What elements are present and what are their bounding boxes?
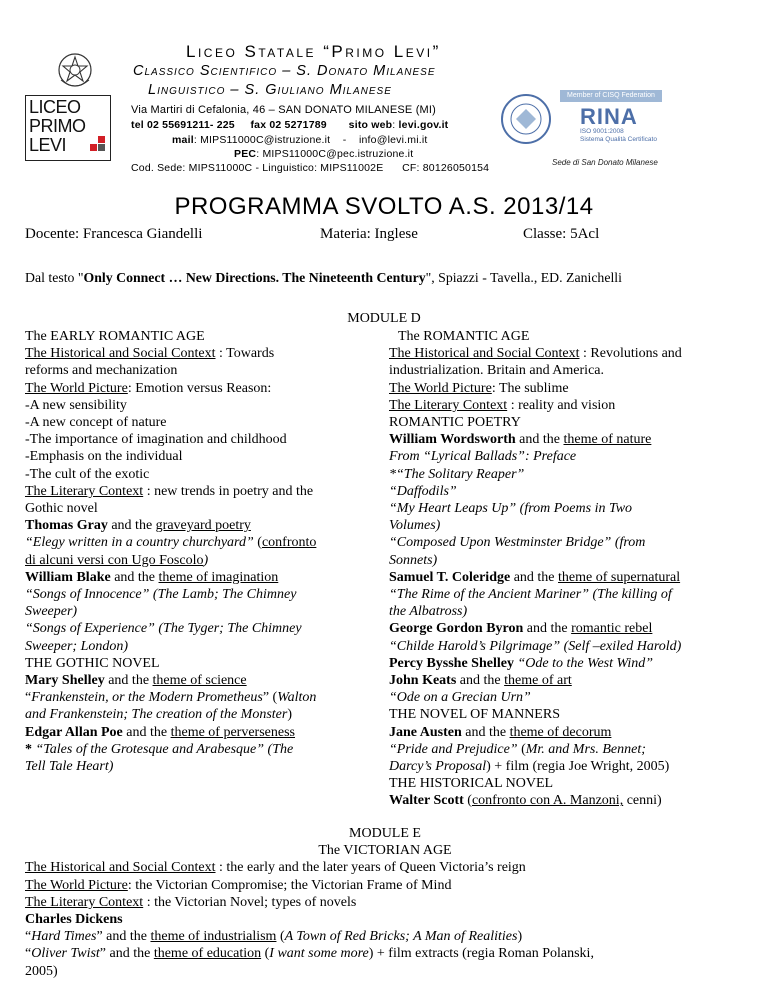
school-line-2: Linguistico – S. Giuliano Milanese — [148, 82, 392, 98]
list-item: “Daffodils” — [389, 483, 457, 499]
list-item: -The cult of the exotic — [25, 466, 150, 482]
module-e-heading: MODULE E — [349, 826, 421, 841]
list-item: “Oliver Twist” and the theme of education (I want some more) + film extracts (regia Roman Polanski, — [25, 946, 594, 962]
logo-line-1: LICEO — [29, 97, 81, 117]
textbook-title: Only Connect … New Directions. The Nineteenth Century — [83, 270, 426, 285]
list-item: The ROMANTIC AGE — [398, 329, 530, 344]
site-label: sito web — [348, 119, 393, 131]
list-item: -A new sensibility — [25, 397, 127, 413]
school-address: Via Martiri di Cefalonia, 46 – SAN DONATO MILANESE (MI) — [131, 104, 437, 116]
list-item: The Literary Context : the Victorian Novel; types of novels — [25, 894, 357, 910]
list-item: -Emphasis on the individual — [25, 449, 183, 465]
cert-iso-standard: ISO 9001:2008 — [580, 128, 624, 135]
list-item: -The importance of imagination and childhood — [25, 432, 287, 448]
list-item: The Historical and Social Context : Revolutions and — [389, 346, 682, 362]
list-item: -A new concept of nature — [25, 415, 167, 431]
mail-separator: - — [342, 134, 347, 146]
cert-rina-logo: RINA — [580, 104, 638, 129]
list-item: Samuel T. Coleridge and the theme of supernatural — [389, 569, 681, 585]
list-item: “Songs of Experience” (The Tyger; The Chimney — [25, 621, 302, 637]
list-item: “Frankenstein, or the Modern Prometheus” (Walton — [25, 690, 317, 706]
pec-link[interactable]: MIPS11000C@pec.istruzione.it — [262, 148, 414, 160]
pec-label: PEC — [234, 148, 257, 160]
list-item: Volumes) — [389, 518, 441, 534]
list-item: The Literary Context : reality and vision — [389, 397, 616, 413]
school-name: Liceo Statale “Primo Levi” — [186, 42, 441, 61]
list-item: Walter Scott (confronto con A. Manzoni, cenni) — [389, 793, 662, 809]
fax-number: 02 5271789 — [269, 119, 327, 131]
mail-link[interactable]: MIPS11000C@istruzione.it — [200, 134, 331, 146]
cert-iso-text — [580, 128, 657, 144]
fax-label: fax — [250, 119, 267, 131]
list-item: The EARLY ROMANTIC AGE — [25, 329, 205, 344]
list-item: “The Rime of the Ancient Mariner” (The killing of — [389, 587, 672, 603]
module-d-right-column — [389, 328, 749, 810]
mail2-link[interactable]: info@levi.mi.it — [358, 134, 428, 146]
list-item: Charles Dickens — [25, 912, 123, 928]
materia: Materia: Inglese — [320, 226, 418, 242]
list-item: “Elegy written in a country churchyard” (confronto — [25, 535, 317, 551]
list-item: Edgar Allan Poe and the theme of perverseness — [25, 724, 295, 740]
module-e — [25, 825, 745, 980]
list-item: THE GOTHIC NOVEL — [25, 655, 160, 671]
list-item: Sweeper; London) — [25, 638, 129, 654]
list-item: Sweeper) — [25, 604, 78, 620]
list-item: William Wordsworth and the theme of nature — [389, 432, 652, 448]
list-item: Percy Bysshe Shelley “Ode to the West Wind” — [389, 655, 654, 671]
textbook-suffix: ", Spiazzi - Tavella., ED. Zanichelli — [425, 270, 622, 285]
list-item: ROMANTIC POETRY — [389, 415, 521, 431]
list-item: Darcy’s Proposal) + film (regia Joe Wright, 2005) — [389, 759, 670, 775]
list-item: “Songs of Innocence” (The Lamb; The Chimney — [25, 587, 297, 603]
page-title: PROGRAMMA SVOLTO A.S. 2013/14 — [174, 193, 594, 220]
logo-line-3: LEVI — [29, 135, 67, 155]
tel-number: 02 55691211- 225 — [146, 119, 235, 131]
school-line-1: Classico Scientifico – S. Donato Milanese — [133, 63, 436, 79]
textbook-reference — [25, 270, 622, 286]
list-item: The Historical and Social Context : Towards — [25, 346, 275, 362]
contact-line-phone: tel 02 55691211- 225 fax 02 5271789 sito web: levi.gov.it — [131, 119, 449, 131]
list-item: Mary Shelley and the theme of science — [25, 673, 247, 689]
list-item: *“The Solitary Reaper” — [389, 466, 525, 482]
list-item: di alcuni versi con Ugo Foscolo) — [25, 552, 209, 568]
logo-line-2: PRIMO — [29, 116, 86, 136]
list-item: William Blake and the theme of imagination — [25, 569, 279, 585]
list-item: George Gordon Byron and the romantic rebel — [389, 621, 653, 637]
list-item: THE HISTORICAL NOVEL — [389, 776, 554, 792]
mail-label: mail — [172, 134, 194, 146]
list-item: “My Heart Leaps Up” (from Poems in Two — [389, 501, 633, 517]
list-item: John Keats and the theme of art — [389, 673, 572, 689]
list-item: “Ode on a Grecian Urn” — [389, 690, 531, 706]
logo-red-square-icon — [98, 136, 105, 143]
rina-certification-badge — [560, 90, 662, 150]
liceo-primo-levi-logo — [25, 95, 111, 161]
sede-codes: Cod. Sede: MIPS11000C - Linguistico: MIPS11002E — [131, 162, 384, 174]
list-item: Sonnets) — [389, 552, 438, 568]
list-item: reforms and mechanization — [25, 363, 178, 379]
codice-fiscale: CF: 80126050154 — [402, 162, 490, 174]
classe: Classe: 5Acl — [523, 226, 600, 242]
tel-label: tel — [131, 119, 144, 131]
textbook-prefix: Dal testo " — [25, 270, 84, 285]
cert-member-label: Member of CISQ Federation — [560, 90, 662, 102]
list-item: * “Tales of the Grotesque and Arabesque” (The — [25, 741, 294, 757]
list-item: The World Picture: The sublime — [389, 380, 569, 396]
sede-caption: Sede di San Donato Milanese — [552, 158, 658, 167]
docente: Docente: Francesca Giandelli — [25, 226, 203, 242]
list-item: “Pride and Prejudice” (Mr. and Mrs. Bennet; — [389, 741, 646, 757]
site-link[interactable]: levi.gov.it — [398, 119, 449, 131]
contact-line-mail: mail: MIPS11000C@istruzione.it - info@levi.mi.it — [172, 134, 428, 146]
logo-red-square-icon — [90, 144, 97, 151]
list-item: “Hard Times” and the theme of industrialism (A Town of Red Bricks; A Man of Realities) — [25, 929, 523, 945]
list-item: “Childe Harold’s Pilgrimage” (Self –exiled Harold) — [389, 638, 682, 654]
list-item: Gothic novel — [25, 501, 98, 517]
list-item: 2005) — [25, 963, 58, 979]
module-d-heading: MODULE D — [347, 311, 421, 326]
list-item: The Historical and Social Context : the early and the later years of Queen Victoria’s reign — [25, 860, 526, 876]
certification-seal-icon — [500, 93, 552, 145]
list-item: Jane Austen and the theme of decorum — [389, 724, 612, 740]
list-item: From “Lyrical Ballads”: Preface — [389, 449, 577, 465]
cert-quality-system: Sistema Qualità Certificato — [580, 136, 657, 143]
school-codes — [131, 162, 489, 174]
italian-republic-emblem-icon — [56, 50, 94, 90]
list-item: industrialization. Britain and America. — [389, 363, 604, 379]
list-item: and Frankenstein; The creation of the Monster) — [25, 707, 292, 723]
list-item: the Albatross) — [389, 604, 468, 620]
list-item: The Literary Context : new trends in poetry and the — [25, 483, 314, 499]
list-item: THE NOVEL OF MANNERS — [389, 707, 560, 723]
list-item: The World Picture: the Victorian Compromise; the Victorian Frame of Mind — [25, 877, 452, 893]
list-item: “Composed Upon Westminster Bridge” (from — [389, 535, 646, 551]
module-e-subheading: The VICTORIAN AGE — [318, 843, 452, 859]
module-d-left-column — [25, 328, 375, 775]
list-item: Tell Tale Heart) — [25, 759, 114, 775]
list-item: Thomas Gray and the graveyard poetry — [25, 518, 251, 534]
contact-line-pec: PEC: MIPS11000C@pec.istruzione.it — [234, 148, 414, 160]
list-item: The World Picture: Emotion versus Reason: — [25, 380, 272, 396]
logo-grey-square-icon — [98, 144, 105, 151]
